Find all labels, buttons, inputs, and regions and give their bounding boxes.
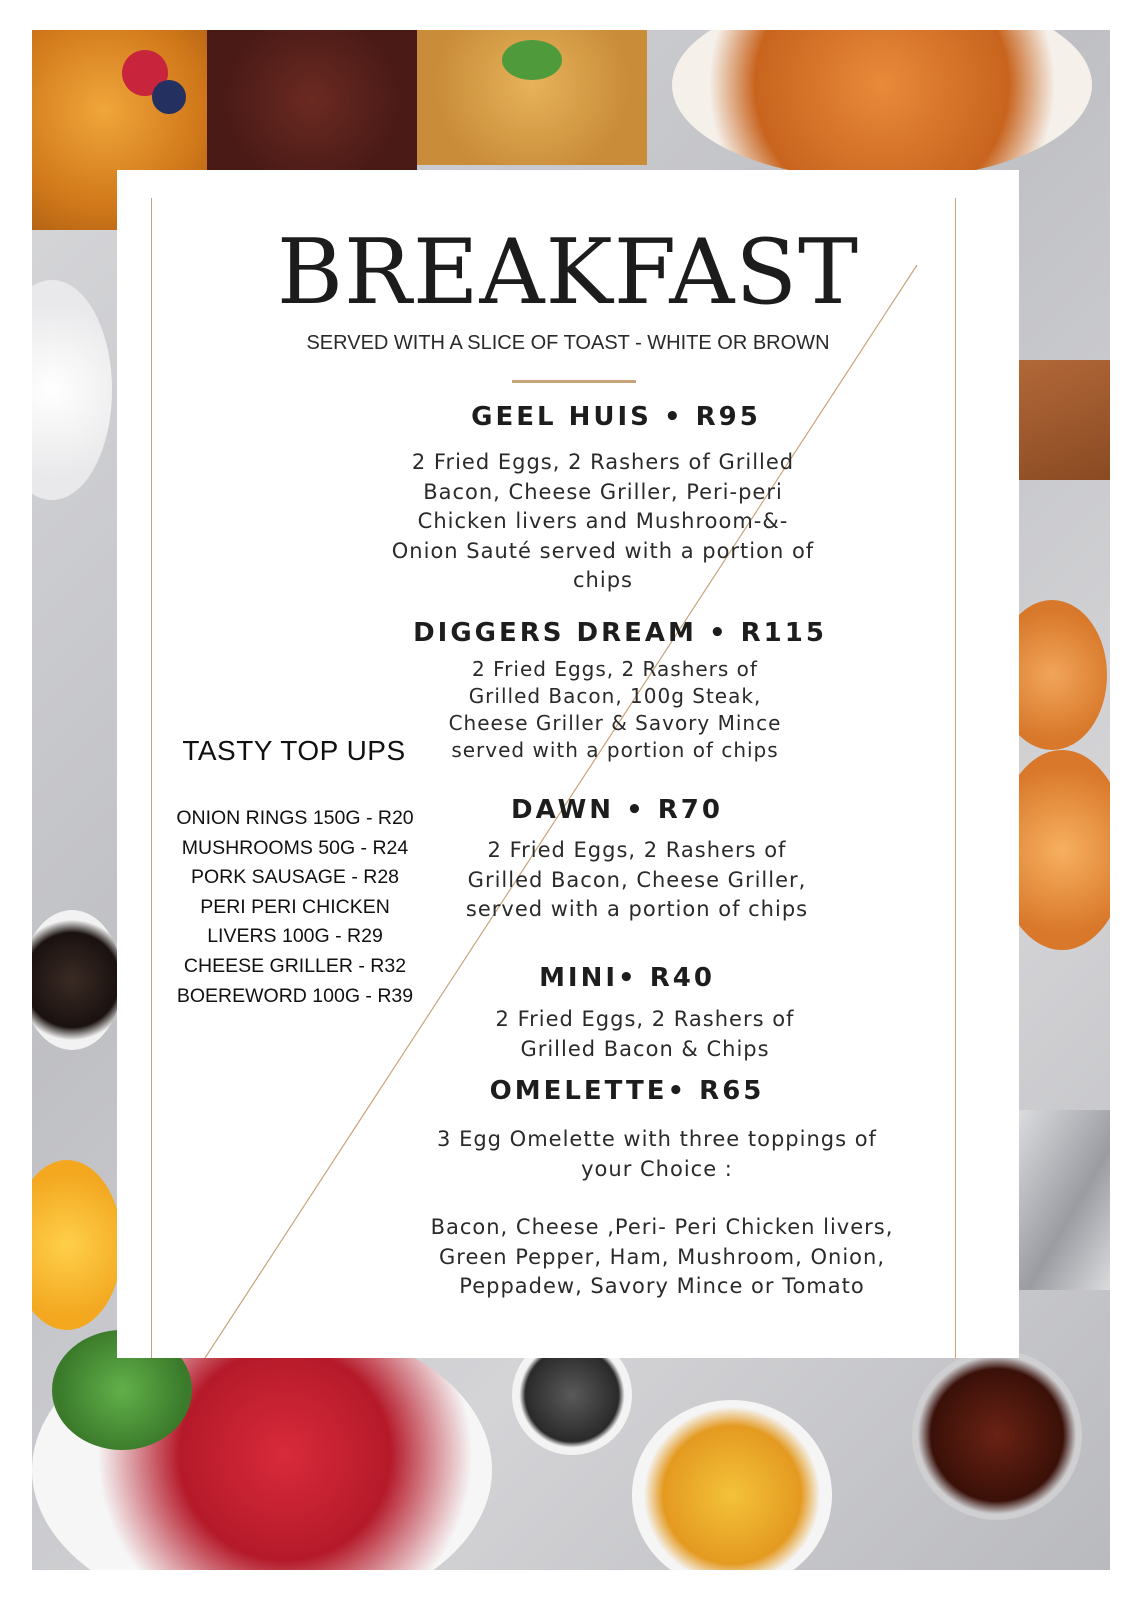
item-diggers-dream-description: 2 Fried Eggs, 2 Rashers of Grilled Bacon, 100g Steak, Cheese Griller & Savory Mince served with a portion of chips bbox=[448, 657, 782, 762]
item-geel-huis-name: GEEL HUIS • R95 bbox=[471, 402, 761, 432]
item-diggers-dream-name: DIGGERS DREAM • R115 bbox=[413, 618, 827, 648]
menu-subtitle: SERVED WITH A SLICE OF TOAST - WHITE OR BROWN bbox=[306, 332, 830, 354]
top-up-item: BOEREWORD 100G - R39 bbox=[176, 984, 414, 1007]
milk-bowl-photo bbox=[32, 280, 112, 500]
top-ups-title: TASTY TOP UPS bbox=[182, 735, 406, 766]
top-up-item: LIVERS 100G - R29 bbox=[207, 925, 383, 948]
blueberry-photo bbox=[152, 80, 186, 114]
coffee-cup-photo bbox=[32, 910, 122, 1050]
item-omelette-toppings: Bacon, Cheese ,Peri- Peri Chicken livers, Green Pepper, Ham, Mushroom, Onion, Peppadew, Savory Mince or Tomato bbox=[430, 1215, 894, 1298]
croissant-plate-photo bbox=[672, 30, 1092, 180]
orange-juice-photo bbox=[32, 1160, 122, 1330]
top-up-item: CHEESE GRILLER - R32 bbox=[183, 954, 407, 977]
top-ups-list bbox=[155, 804, 435, 1011]
menu-title: BREAKFAST bbox=[276, 220, 860, 325]
chocolate-cereal-photo bbox=[207, 30, 417, 170]
top-up-item: PERI PERI CHICKEN bbox=[200, 895, 390, 918]
item-dawn-name: DAWN • R70 bbox=[511, 795, 723, 825]
item-mini-name: MINI• R40 bbox=[539, 963, 715, 993]
item-omelette-name: OMELETTE• R65 bbox=[489, 1076, 765, 1106]
gold-divider bbox=[512, 380, 636, 383]
raisin-jar-photo bbox=[912, 1350, 1082, 1520]
top-up-item: MUSHROOMS 50G - R24 bbox=[181, 836, 409, 859]
menu-card bbox=[117, 170, 1019, 1358]
item-mini-description: 2 Fried Eggs, 2 Rashers of Grilled Bacon & Chips bbox=[495, 1007, 795, 1061]
item-dawn-description: 2 Fried Eggs, 2 Rashers of Grilled Bacon, Cheese Griller, served with a portion of chips bbox=[465, 838, 809, 921]
mint-leaf-photo bbox=[502, 40, 562, 80]
top-up-item: PORK SAUSAGE - R28 bbox=[190, 866, 400, 889]
cereal-bowl-photo bbox=[632, 1400, 832, 1570]
item-omelette-description: 3 Egg Omelette with three toppings of your Choice : bbox=[437, 1127, 877, 1181]
item-geel-huis-description: 2 Fried Eggs, 2 Rashers of Grilled Bacon, Cheese Griller, Peri-peri Chicken livers and Mushroom-&-Onion Sauté served with a portion of chips bbox=[391, 450, 815, 592]
top-up-item: ONION RINGS 150G - R20 bbox=[176, 807, 414, 829]
